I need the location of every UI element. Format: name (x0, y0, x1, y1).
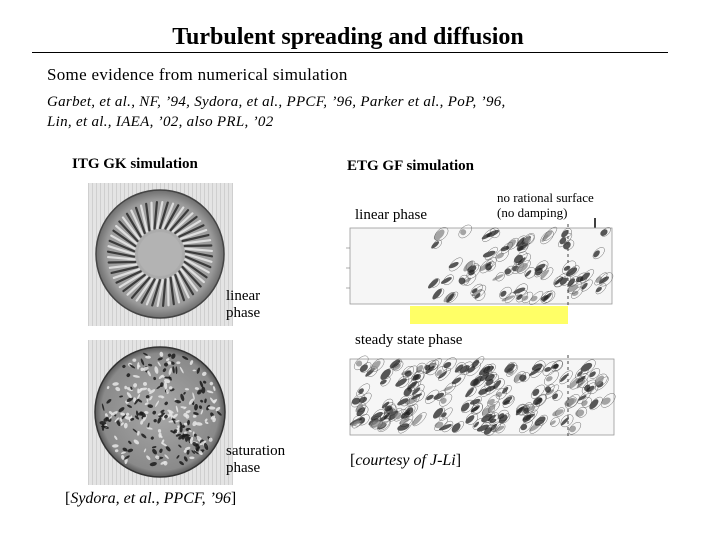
etg-steady-contour-plot (336, 355, 618, 439)
etg-linear-label: linear phase (355, 207, 428, 223)
title-underline (32, 52, 668, 53)
itg-citation-open: [ (65, 490, 71, 507)
references-line-1: Garbet, et al., NF, ’94, Sydora, et al., PPCF, ’96, Parker et al., PoP, ’96, (47, 94, 506, 110)
no-rational-surface-note (497, 190, 594, 220)
itg-heading: ITG GK simulation (72, 156, 198, 172)
itg-saturation-label-line2: phase (226, 460, 261, 476)
itg-citation-close: ] (230, 490, 237, 507)
highlight-bar (410, 306, 568, 324)
slide-title: Turbulent spreading and diffusion (172, 24, 524, 50)
itg-linear-label-line2: phase (226, 305, 261, 321)
references (47, 92, 667, 132)
etg-citation-close: ] (455, 452, 462, 469)
itg-saturation-image (88, 340, 233, 485)
subtitle: Some evidence from numerical simulation (47, 65, 348, 84)
itg-saturation-label-line1: saturation (226, 443, 286, 459)
references-line-2: Lin, et al., IAEA, ’02, also PRL, ’02 (47, 114, 274, 130)
etg-citation-text: courtesy of J-Li (355, 452, 456, 469)
etg-citation (350, 452, 461, 470)
itg-linear-image (88, 183, 233, 326)
etg-steady-label: steady state phase (355, 332, 463, 348)
itg-saturation-label (226, 443, 285, 477)
no-rational-line2: (no damping) (497, 205, 568, 220)
itg-citation (65, 490, 236, 508)
no-rational-line1: no rational surface (497, 190, 594, 205)
etg-heading: ETG GF simulation (347, 158, 474, 174)
etg-citation-open: [ (350, 452, 356, 469)
itg-linear-mode-ring (108, 202, 212, 306)
itg-linear-label-line1: linear (226, 288, 261, 304)
itg-citation-text: Sydora, et al., PPCF, ’96 (70, 490, 231, 507)
itg-linear-label (226, 288, 260, 322)
etg-linear-contour-plot (336, 224, 616, 308)
